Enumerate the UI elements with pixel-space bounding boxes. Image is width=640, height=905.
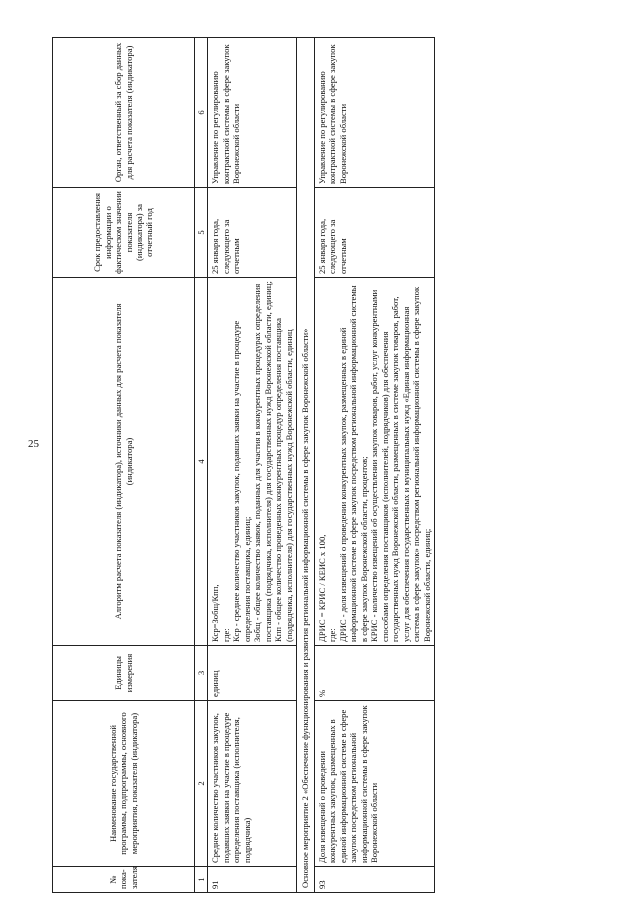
algorithm-line: Кпп - общее количество проведенных конкурентных процедур определения поставщика (подрядчика, исполнителя) для государственных нужд Воронежской области, единиц <box>273 318 294 642</box>
column-number: 4 <box>195 278 208 646</box>
row-num: 93 <box>314 867 434 893</box>
section-title: Основное мероприятие 2 «Обеспечение функционирования и развития региональной информационной системы в сфере закупок Воронежской области» <box>297 38 314 893</box>
indicator-deadline: 25 января года, следующего за отчетным <box>314 188 434 278</box>
indicator-algorithm <box>208 278 297 646</box>
column-number: 5 <box>195 188 208 278</box>
indicator-name: Среднее количество участников закупок, подавших заявки на участие в процедуре определения поставщика (исполнителя, подрядчика) <box>208 701 297 867</box>
column-number: 6 <box>195 38 208 188</box>
header-num: № пока-зателя <box>53 867 195 893</box>
column-number-row <box>195 38 208 893</box>
indicator-deadline: 25 января года, следующего за отчетным <box>208 188 297 278</box>
indicator-unit: % <box>314 646 434 701</box>
row-num: 91 <box>208 867 297 893</box>
algorithm-line: ДРИС - доля извещений о проведении конкурентных закупок, размещенных в единой информационной системе в сфере закупок посредством региональной информационной системы в сфере закупок Воронежской области, процентов; <box>337 285 369 642</box>
page-number: 25 <box>28 438 39 450</box>
indicator-algorithm <box>314 278 434 646</box>
header-name: Наименование государственной программы, подпрограммы, основного мероприятия, показателя (индикатора) <box>53 701 195 867</box>
algorithm-line: Кср - среднее количество участников закупок, подавших заявки на участие в процедуре определения поставщика, единиц; <box>231 320 252 642</box>
responsible-body: Управление по регулированию контрактной системы в сфере закупок Воронежской области <box>314 38 434 188</box>
header-unit: Единицы измерения <box>53 646 195 701</box>
header-responsible: Орган, ответственный за сбор данных для расчета показателя (индикатора) <box>53 38 195 188</box>
table-row <box>208 38 297 893</box>
indicator-table <box>52 37 435 893</box>
table-row <box>314 38 434 893</box>
algorithm-line: где: <box>327 628 338 642</box>
header-deadline: Срок предоставления информации о фактическом значении показателя (индикатора) за отчетный год <box>53 188 195 278</box>
algorithm-line: ДРИС = КРИС / КЕИС x 100, <box>316 534 327 642</box>
algorithm-line: КРИС - количество извещений об осуществлении закупок товаров, работ, услуг конкурентными способами определения поставщиков (исполнителей, подрядчиков) для обеспечения государственных нужд Воронежской области, размещенных в системе закупок товаров, работ, услуг для обеспечения государственных и муниципальных нужд «Единая информационная система в сфере закупок» посредством региональной информационной системы в сфере закупок Воронежской области, единиц; <box>369 286 432 642</box>
header-row <box>53 38 195 893</box>
responsible-body: Управление по регулированию контрактной системы в сфере закупок Воронежской области <box>208 38 297 188</box>
indicator-unit: единиц <box>208 646 297 701</box>
algorithm-line: где: <box>220 628 231 642</box>
indicator-table-wrapper <box>52 38 632 893</box>
header-algorithm: Алгоритм расчета показателя (индикатора), источники данных для расчета показателя (индикатора) <box>53 278 195 646</box>
algorithm-line: Зобщ - общее количество заявок, поданных для участия в конкурентных процедурах определения поставщика (подрядчика, исполнителя) для государственных нужд Воронежской области, единиц; <box>252 281 273 642</box>
indicator-name: Доля извещений о проведении конкурентных закупок, размещенных в единой информационной системе в сфере закупок посредством региональной информационной системы в сфере закупок Воронежской области <box>314 701 434 867</box>
section-row <box>297 38 314 893</box>
algorithm-line: Кср=Зобщ/Кпп, <box>210 584 221 642</box>
column-number: 2 <box>195 701 208 867</box>
column-number: 3 <box>195 646 208 701</box>
column-number: 1 <box>195 867 208 893</box>
